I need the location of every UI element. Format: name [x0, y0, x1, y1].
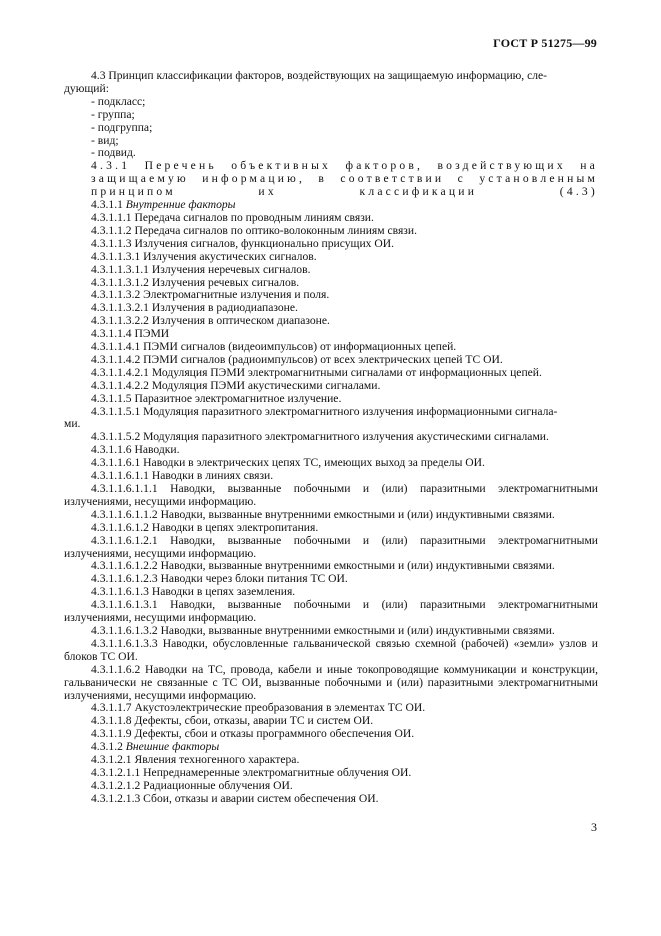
list-item: 4.3.1.2.1.2 Радиационные облучения ОИ. — [91, 778, 293, 792]
list-item: 4.3.1.1.4.1 ПЭМИ сигналов (видеоимпульсов) от информационных цепей. — [91, 340, 457, 354]
list-item: 4.3.1.1.6.1.1.2 Наводки, вызванные внутренними емкостными и (или) индуктивными связями. — [91, 507, 555, 521]
list-item: 4.3.1.2.1 Явления техногенного характера. — [91, 753, 300, 767]
list-item: 4.3.1.1.6.1.2.3 Наводки через блоки питания ТС ОИ. — [91, 572, 348, 586]
document-body — [64, 70, 598, 806]
list-item: 4.3.1.1.6 Наводки. — [91, 443, 180, 457]
list-item: 4.3.1.1.1 Передача сигналов по проводным линиям связи. — [91, 210, 374, 224]
subsection-title-external: Внешние факторы — [125, 740, 220, 754]
list-item: 4.3.1.2.1.1 Непреднамеренные электромагнитные облучения ОИ. — [91, 765, 412, 779]
list-item: 4.3.1.1.3.1 Излучения акустических сигналов. — [91, 249, 317, 263]
list-item: 4.3.1.1.6.2 Наводки на ТС, провода, кабели и иные токопроводящие коммуникации и конструкции, гальванически не связанные с ТС ОИ, вызванные побочными и (или) паразитными электромагнитными излучениями, несущими информацию. — [64, 662, 598, 702]
paragraph-line: 4.3 Принцип классификации факторов, воздействующих на защищаемую информацию, сле- — [91, 69, 548, 82]
list-item: 4.3.1.1.5.2 Модуляция паразитного электромагнитного излучения акустическими сигналами. — [91, 430, 549, 444]
list-item: 4.3.1.1.5 Паразитное электромагнитное излучение. — [91, 391, 342, 405]
list-item-continuation: ми. — [64, 417, 81, 431]
list-item: 4.3.1.1.3.1.1 Излучения неречевых сигналов. — [91, 262, 311, 276]
list-item: 4.3.1.1.6.1.1 Наводки в линиях связи. — [91, 469, 274, 483]
list-item: 4.3.1.1.5.1 Модуляция паразитного электромагнитного излучения информационными сигнала- — [91, 404, 558, 418]
list-item: 4.3.1.1.9 Дефекты, сбои и отказы программного обеспечения ОИ. — [91, 727, 415, 741]
list-item: 4.3.1.1.4.2 ПЭМИ сигналов (радиоимпульсов) от всех электрических цепей ТС ОИ. — [91, 352, 503, 366]
list-item: 4.3.1.1.6.1.3.2 Наводки, вызванные внутренними емкостными и (или) индуктивными связями. — [91, 623, 555, 637]
list-item: - подкласс; — [91, 94, 146, 108]
list-item: - подгруппа; — [91, 120, 153, 134]
list-item: 4.3.1.1.4 ПЭМИ — [91, 327, 170, 341]
list-item: - вид; — [91, 133, 119, 147]
list-item: 4.3.1.1.3.2.1 Излучения в радиодиапазоне. — [91, 301, 298, 315]
subsection-title-internal: Внутренние факторы — [125, 198, 236, 212]
list-item: 4.3.1.1.6.1 Наводки в электрических цепях ТС, имеющих выход за пределы ОИ. — [91, 456, 485, 470]
page-number: 3 — [591, 820, 597, 834]
list-item: 4.3.1.1.6.1.2.2 Наводки, вызванные внутренними емкостными и (или) индуктивными связями. — [91, 559, 555, 573]
list-item: 4.3.1.1.6.1.3 Наводки в цепях заземления. — [91, 585, 296, 599]
list-item: 4.3.1.1.6.1.3.3 Наводки, обусловленные гальванической связью схемной (рабочей) «земли» узлов и блоков ТС ОИ. — [64, 636, 598, 663]
list-item: 4.3.1.1.4.2.2 Модуляция ПЭМИ акустическими сигналами. — [91, 378, 381, 392]
list-item: 4.3.1.1.3.2.2 Излучения в оптическом диапазоне. — [91, 314, 330, 328]
subsection-number: 4.3.1.2 — [91, 740, 126, 754]
subsection-number: 4.3.1.1 — [91, 198, 126, 212]
list-item: 4.3.1.1.8 Дефекты, сбои, отказы, аварии ТС и систем ОИ. — [91, 714, 374, 728]
list-item: 4.3.1.1.3.1.2 Излучения речевых сигналов. — [91, 275, 300, 289]
document-header-code: ГОСТ Р 51275—99 — [493, 36, 597, 50]
list-item: - группа; — [91, 107, 135, 121]
list-item: 4.3.1.1.6.1.3.1 Наводки, вызванные побочными и (или) паразитными электромагнитными излучениями, несущими информацию. — [64, 598, 598, 625]
list-item: 4.3.1.2.1.3 Сбои, отказы и аварии систем обеспечения ОИ. — [91, 791, 379, 805]
list-item: 4.3.1.1.3.2 Электромагнитные излучения и поля. — [91, 288, 330, 302]
list-item: 4.3.1.1.7 Акустоэлектрические преобразования в элементах ТС ОИ. — [91, 701, 426, 715]
list-item: 4.3.1.1.6.1.1.1 Наводки, вызванные побочными и (или) паразитными электромагнитными излучениями, несущими информацию. — [64, 482, 598, 508]
section-heading-spaced: 4.3.1 Перечень объективных факторов, воздействующих на защищаемую информацию, в соответствии с установленным принципом их классификации (4.3) — [91, 159, 598, 199]
list-item: 4.3.1.1.6.1.2.1 Наводки, вызванные побочными и (или) паразитными электромагнитными излучениями, несущими информацию. — [64, 533, 598, 560]
list-item: 4.3.1.1.4.2.1 Модуляция ПЭМИ электромагнитными сигналами от информационных цепей. — [91, 365, 542, 379]
list-item: - подвид. — [91, 146, 136, 160]
list-item: 4.3.1.1.2 Передача сигналов по оптико-волоконным линиям связи. — [91, 223, 417, 237]
list-item: 4.3.1.1.3 Излучения сигналов, функционально присущих ОИ. — [91, 236, 394, 250]
paragraph-line: дующий: — [64, 81, 109, 95]
list-item: 4.3.1.1.6.1.2 Наводки в цепях электропитания. — [91, 520, 319, 534]
